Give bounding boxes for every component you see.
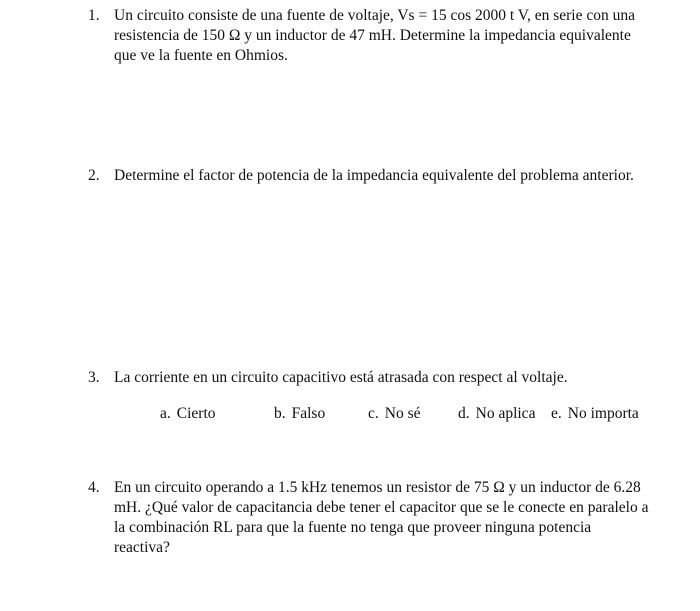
question-line: resistencia de 150 Ω y un inductor de 47 mH. Determine la impedancia equivalente bbox=[114, 27, 631, 44]
question-text bbox=[114, 368, 568, 388]
question-number: 2. bbox=[88, 167, 100, 184]
question-number: 4. bbox=[88, 479, 100, 496]
option-d[interactable] bbox=[458, 404, 535, 424]
option-letter: b. bbox=[274, 405, 286, 422]
option-letter: c. bbox=[368, 405, 379, 422]
option-c[interactable] bbox=[368, 404, 421, 424]
question-line: Un circuito consiste de una fuente de voltaje, Vs = 15 cos 2000 t V, en serie con una bbox=[114, 7, 635, 24]
option-letter: e. bbox=[551, 405, 562, 422]
question-line: mH. ¿Qué valor de capacitancia debe tener el capacitor que se le conecte en paralelo a bbox=[114, 499, 649, 516]
option-text: No sé bbox=[384, 405, 421, 422]
option-a[interactable] bbox=[160, 404, 216, 424]
option-text: No aplica bbox=[475, 405, 536, 422]
option-e[interactable] bbox=[551, 404, 639, 424]
question-text bbox=[114, 6, 635, 66]
answer-options bbox=[0, 404, 700, 424]
option-text: Falso bbox=[291, 405, 326, 422]
option-text: No importa bbox=[567, 405, 639, 422]
question-line: reactiva? bbox=[114, 539, 170, 556]
question-line: La corriente en un circuito capacitivo está atrasada con respect al voltaje. bbox=[114, 369, 568, 386]
option-letter: a. bbox=[160, 405, 171, 422]
question-line: En un circuito operando a 1.5 kHz tenemos un resistor de 75 Ω y un inductor de 6.28 bbox=[114, 479, 641, 496]
question-line: que ve la fuente en Ohmios. bbox=[114, 47, 288, 64]
option-letter: d. bbox=[458, 405, 470, 422]
question-number: 1. bbox=[88, 7, 100, 24]
question-text bbox=[114, 478, 648, 558]
option-text: Cierto bbox=[176, 405, 216, 422]
question-line: la combinación RL para que la fuente no tenga que proveer ninguna potencia bbox=[114, 519, 592, 536]
option-b[interactable] bbox=[274, 404, 325, 424]
question-number: 3. bbox=[88, 369, 100, 386]
question-text bbox=[114, 166, 634, 186]
question-line: Determine el factor de potencia de la impedancia equivalente del problema anterior. bbox=[114, 167, 634, 184]
